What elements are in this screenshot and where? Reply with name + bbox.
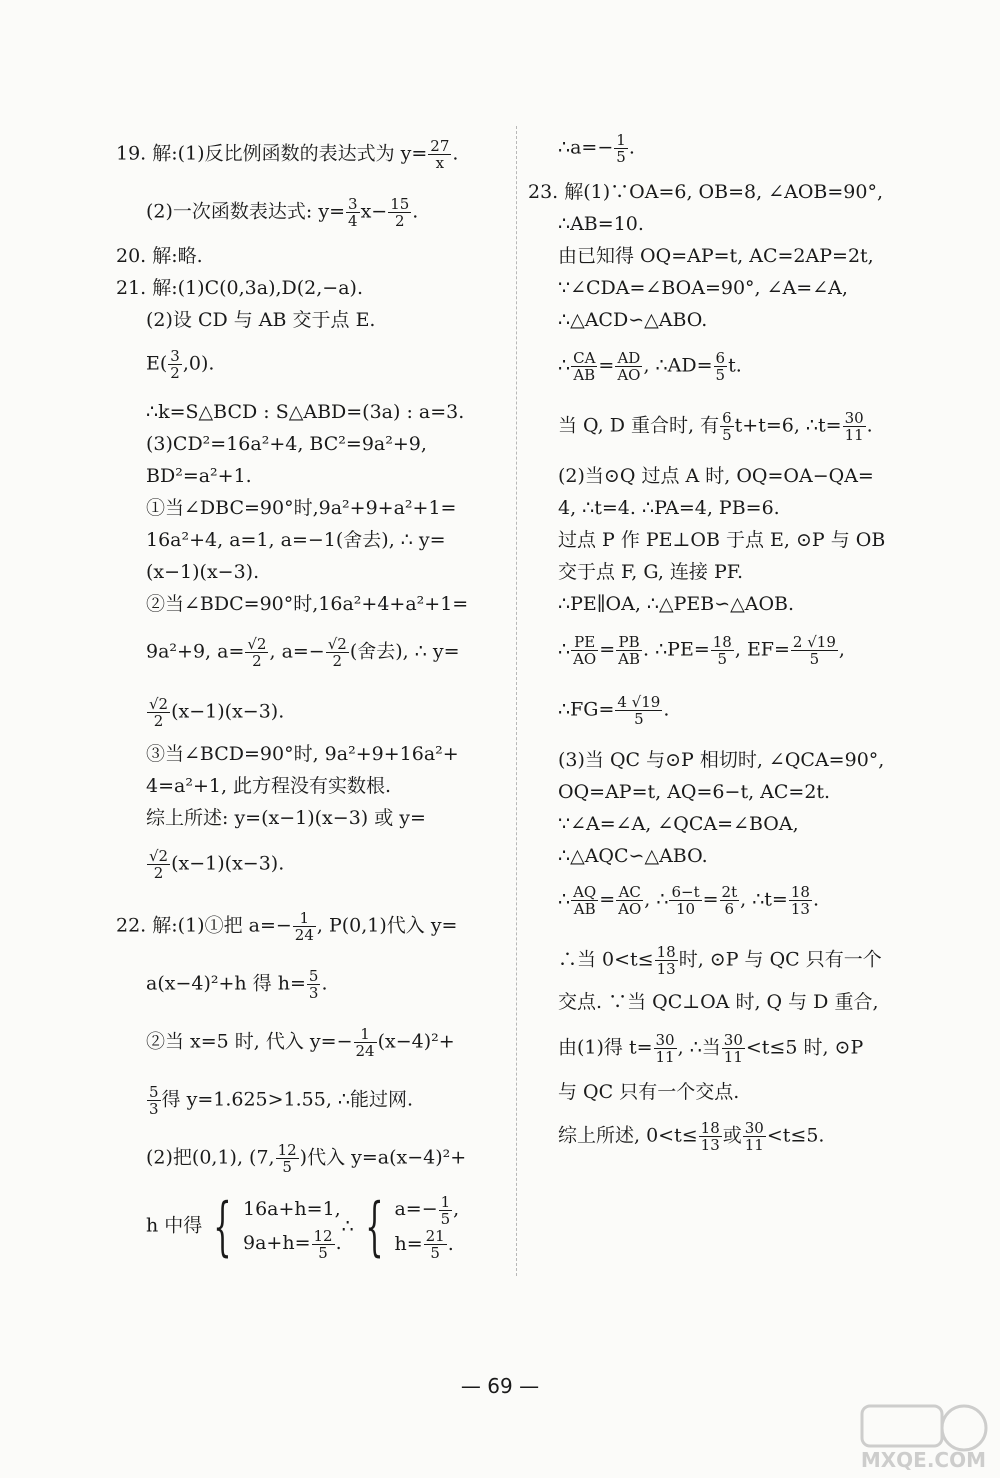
- fraction: $\frac{18}{5}$: [712, 633, 732, 668]
- r-line-4: ∵∠CDA=∠BOA=90°, ∠A=∠A,: [558, 277, 848, 299]
- fraction: $\frac{12}{5}$: [313, 1226, 333, 1262]
- r-line-19: ∴ $\frac{AQ}{AB}$ = $\frac{AC}{AO}$ , ∴ $\frac{6-t}{10}$ = $\frac{2t}{6}$ , ∴t= $\frac{18}{13}$ .: [558, 883, 819, 918]
- r-line-21: 交点. ∵当 QC⊥OA 时, Q 与 D 重合,: [558, 991, 879, 1013]
- q19-line-1: 19. 解:(1)反比例函数的表达式为 y= $\frac{27}{x}$ .: [116, 137, 459, 172]
- q22-line-5: (2)把(0,1), (7, $\frac{12}{5}$ )代入 y=a(x−4)²+: [146, 1141, 467, 1176]
- fraction: $\frac{1}{5}$: [616, 131, 626, 166]
- r-line-5: ∴△ACD∽△ABO.: [558, 309, 708, 331]
- fraction: $\frac{4 √19}{5}$: [617, 693, 661, 728]
- brace: {: [213, 1189, 232, 1264]
- brace: {: [364, 1189, 384, 1264]
- r-line-9: 4, ∴t=4. ∴PA=4, PB=6.: [558, 497, 780, 519]
- r-line-14: ∴FG= $\frac{4 √19}{5}$ .: [558, 693, 670, 728]
- fraction: $\frac{3}{2}$: [170, 347, 180, 382]
- fraction: $\frac{3}{4}$: [348, 195, 358, 230]
- fraction: $\frac{AD}{AO}$: [617, 349, 641, 384]
- r-line-23: 与 QC 只有一个交点.: [558, 1081, 740, 1103]
- q21-line-10: ②当∠BDC=90°时,16a²+4+a²+1=: [146, 593, 469, 615]
- q21-line-12: $\frac{√2}{2}$ (x−1)(x−3).: [149, 695, 285, 730]
- fraction: $\frac{18}{13}$: [656, 943, 676, 978]
- fraction: $\frac{1}{5}$: [440, 1192, 451, 1228]
- q21-line-7: ①当∠DBC=90°时,9a²+9+a²+1=: [146, 497, 457, 519]
- fraction: $\frac{18}{13}$: [700, 1119, 720, 1154]
- fraction: $\frac{√2}{2}$: [247, 635, 267, 670]
- q21-line-5: (3)CD²=16a²+4, BC²=9a²+9,: [146, 433, 427, 455]
- equation-system-1: 16a+h=1, 9a+h= $\frac{12}{5}$ .: [243, 1198, 342, 1262]
- r-line-10: 过点 P 作 PE⊥OB 于点 E, ⊙P 与 OB: [558, 529, 886, 551]
- q21-line-16: $\frac{√2}{2}$ (x−1)(x−3).: [149, 847, 285, 882]
- r-line-18: ∴△AQC∽△ABO.: [558, 845, 708, 867]
- q21-line-9: (x−1)(x−3).: [146, 561, 260, 583]
- fraction: $\frac{21}{5}$: [425, 1227, 445, 1262]
- fraction: $\frac{PB}{AB}$: [618, 633, 641, 668]
- r-line-20: ∴当 0<t≤ $\frac{18}{13}$ 时, ⊙P 与 QC 只有一个: [558, 943, 882, 978]
- fraction: $\frac{CA}{AB}$: [573, 349, 596, 384]
- r-line-24: 综上所述, 0<t≤ $\frac{18}{13}$ 或 $\frac{30}{11}$ <t≤5.: [558, 1119, 825, 1154]
- watermark-logo: [852, 1398, 992, 1474]
- fraction: $\frac{5}{3}$: [308, 967, 319, 1002]
- fraction: $\frac{30}{11}$: [723, 1031, 743, 1066]
- fraction: $\frac{15}{2}$: [390, 195, 410, 230]
- r-line-0: ∴a=− $\frac{1}{5}$ .: [558, 131, 635, 166]
- q21-line-11: 9a²+9, a= $\frac{√2}{2}$ , a=− $\frac{√2}{2}$ (舍去), ∴ y=: [146, 635, 460, 670]
- page-number: — 69 —: [460, 1374, 540, 1398]
- r-line-13: ∴ $\frac{PE}{AO}$ = $\frac{PB}{AB}$ . ∴PE= $\frac{18}{5}$ , EF= $\frac{2 √19}{5}$ ,: [558, 633, 845, 668]
- q20-line: 20. 解:略.: [116, 245, 203, 267]
- r-line-15: (3)当 QC 与⊙P 相切时, ∠QCA=90°,: [558, 749, 885, 771]
- fraction: $\frac{27}{x}$: [430, 137, 450, 172]
- r-line-12: ∴PE∥OA, ∴△PEB∽△AOB.: [558, 593, 795, 615]
- fraction: $\frac{AC}{AO}$: [618, 883, 642, 918]
- r-line-11: 交于点 F, G, 连接 PF.: [558, 561, 744, 583]
- q22-line-3: ②当 x=5 时, 代入 y=− $\frac{1}{24}$ (x−4)²+: [146, 1025, 455, 1060]
- q22-line-1: 22. 解:(1)①把 a=− $\frac{1}{24}$ , P(0,1)代入 y=: [116, 909, 458, 944]
- q21-line-2: (2)设 CD 与 AB 交于点 E.: [146, 309, 376, 331]
- q21-line-15: 综上所述: y=(x−1)(x−3) 或 y=: [146, 807, 426, 829]
- r-line-2: ∴AB=10.: [558, 213, 644, 235]
- q21-line-6: BD²=a²+1.: [146, 465, 252, 487]
- r-line-6: ∴ $\frac{CA}{AB}$ = $\frac{AD}{AO}$ , ∴AD= $\frac{6}{5}$ t.: [558, 349, 742, 384]
- q19-line-2: (2)一次函数表达式: y= $\frac{3}{4}$ x− $\frac{15}{2}$ .: [146, 195, 419, 230]
- column-divider: [516, 126, 517, 1276]
- fraction: $\frac{2 √19}{5}$: [792, 633, 836, 668]
- fraction: $\frac{18}{13}$: [790, 883, 810, 918]
- r-line-7: 当 Q, D 重合时, 有 $\frac{6}{5}$ t+t=6, ∴t= $\frac{30}{11}$ .: [558, 409, 873, 444]
- fraction: $\frac{5}{3}$: [149, 1083, 159, 1118]
- fraction: $\frac{√2}{2}$: [149, 695, 169, 730]
- fraction: $\frac{1}{24}$: [294, 909, 314, 944]
- fraction: $\frac{6}{5}$: [715, 349, 726, 384]
- q21-line-4: ∴k=S△BCD : S△ABD=(3a) : a=3.: [146, 401, 465, 423]
- fraction: $\frac{√2}{2}$: [149, 847, 169, 882]
- r-line-8: (2)当⊙Q 过点 A 时, OQ=OA−QA=: [558, 465, 874, 487]
- q21-line-3: E( $\frac{3}{2}$ ,0).: [146, 347, 215, 382]
- q21-line-14: 4=a²+1, 此方程没有实数根.: [146, 775, 392, 797]
- r-line-22: 由(1)得 t= $\frac{30}{11}$ , ∴当 $\frac{30}{11}$ <t≤5 时, ⊙P: [558, 1031, 864, 1066]
- fraction: $\frac{30}{11}$: [655, 1031, 675, 1066]
- fraction: $\frac{12}{5}$: [277, 1141, 297, 1176]
- r-line-17: ∵∠A=∠A, ∠QCA=∠BOA,: [558, 813, 799, 835]
- r-line-16: OQ=AP=t, AQ=6−t, AC=2t.: [558, 781, 831, 803]
- q21-line-1: 21. 解:(1)C(0,3a),D(2,−a).: [116, 277, 363, 299]
- q22-line-4: $\frac{5}{3}$ 得 y=1.625>1.55, ∴能过网.: [149, 1083, 414, 1118]
- equation-system-2: a=− $\frac{1}{5}$ , h= $\frac{21}{5}$ .: [394, 1192, 460, 1262]
- fraction: $\frac{30}{11}$: [844, 409, 864, 444]
- fraction: $\frac{AQ}{AB}$: [573, 883, 597, 918]
- r-line-1: 23. 解(1)∵OA=6, OB=8, ∠AOB=90°,: [528, 181, 883, 203]
- fraction: $\frac{PE}{AO}$: [573, 633, 597, 668]
- q19-label: 19. 解:(1)反比例函数的表达式为: [116, 142, 395, 165]
- fraction: $\frac{6-t}{10}$: [671, 883, 700, 918]
- fraction: $\frac{√2}{2}$: [327, 635, 347, 670]
- fraction: $\frac{30}{11}$: [744, 1119, 764, 1154]
- fraction: $\frac{1}{24}$: [355, 1025, 375, 1060]
- q22-line-6: h 中得 { 16a+h=1, 9a+h= $\frac{12}{5}$ . ∴ { a=− $\frac{1}{5}$ , h= $\frac{21}{5}$ .: [146, 1189, 460, 1264]
- q21-line-13: ③当∠BCD=90°时, 9a²+9+16a²+: [146, 743, 459, 765]
- watermark-text: MXQE.COM: [860, 1448, 986, 1472]
- q21-line-8: 16a²+4, a=1, a=−1(舍去), ∴ y=: [146, 529, 446, 551]
- fraction: $\frac{6}{5}$: [722, 409, 732, 444]
- q22-line-2: a(x−4)²+h 得 h= $\frac{5}{3}$ .: [146, 967, 328, 1002]
- r-line-3: 由已知得 OQ=AP=t, AC=2AP=2t,: [558, 245, 874, 267]
- fraction: $\frac{2t}{6}$: [721, 883, 738, 918]
